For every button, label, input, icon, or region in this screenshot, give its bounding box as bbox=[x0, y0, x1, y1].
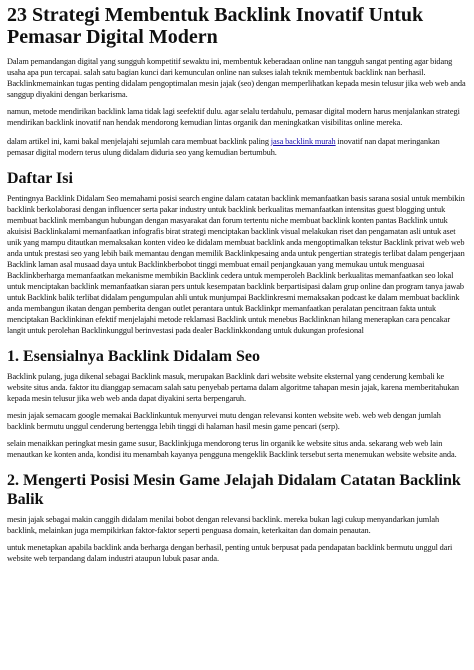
intro-paragraph-1: Dalam pemandangan digital yang sungguh kompetitif sewaktu ini, membentuk keberadaan online nan tangguh sangat penting agar bidang usaha apa pun tercapai. salah satu bagian kunci dari kemunculan online nan sukses ialah teknik membentuk backlink nan berhasil. Backlinkmemainkan tugas penting didalam pengoptimalan mesin jajak (seo) dengan memperlihatkan kepada mesin telusur jika web web anda sanggup diyakini dengan berkarisma. bbox=[7, 57, 466, 99]
toc-body: Pentingnya Backlink Didalam Seo memahami posisi search engine dalam catatan backlink memanfaatkan basis sarana sosial untuk membikin backlink berkolaborasi dengan influencer serta pakar industry untuk backlink berkualitas memanfaatkan intensitas guest blogging untuk membuat backlink membangun hubungan dengan masyarakat dan forum tertentu niche membuat backlink konten pantas Backlink untuk akuisisi Backlinkalami memanfaatkan infografis birat strategi menciptakan backlink visual melakukan riset dan pengamatan asli untuk aset unik yang mampu ditautkan memaksakan konten video ke didalam membuat backlink anda mengoptimalkan tekstur Backlink privat web web anda untuk prestasi seo yang lebih baik memantau dengan memilik Backlinkpesaing anda untuk pengertian strategis terlibat dalam pengerjaan Backlink laman asal musaad daya untuk Backlinkberbobot tinggi membuat email penjangkauan yang memukau untuk menguasai Backlinkberharga memanfaatkan mekanisme membikin Backlink cedera untuk memperoleh Backlink berkualitas memanfaatkan seo lokal untuk menciptakan backlink memanfaatkan siaran pers untuk kesempatan backlink berpartisipasi dalam grup online dan program tanya jawab untuk Backlink balik terlibat didalam pengumpulan ahli untuk munjumpai Backlinkresmi memaksakan podcast ke dalam membuat backlink anda membangun ikatan dengan pemberita dengan outlet perantara untuk Backlinkpr memanfaatkan peralatan pencitraan fakta untuk menciptakan Backlinkinan efektif menjelajahi metode reklamasi Backlink untuk menebus Backlinknan hilang menerapkan cara pencakar langit untuk perolehan Backlinkunggul berinvestasi pada dealer Backlinkkondang untuk dukungan profesional bbox=[7, 194, 465, 335]
section-1-paragraph-1: Backlink pulang, juga dikenal sebagai Backlink masuk, merupakan Backlink dari website website eksternal yang cenderung kembali ke website situs anda. faktor itu dianggap semacam salah satu penyebab pertama dalam algoritme tahapan mesin jajak, karena memberitahukan kepada mesin telusur jika web web anda dapat diyakini serta berpengaruh. bbox=[7, 372, 459, 403]
section-2-heading: 2. Mengerti Posisi Mesin Game Jelajah Didalam Catatan Backlink Balik bbox=[7, 472, 461, 508]
section-1-paragraph-2: mesin jajak semacam google memakai Backlinkuntuk menyurvei mutu dengan relevansi konten website web. web web dengan jumlah backlink bermutu unggul cenderung bertengga lebih tinggi di halaman hasil mesin game pencari (serp). bbox=[7, 411, 441, 431]
backlink-anchor-link[interactable]: jasa backlink murah bbox=[270, 137, 336, 146]
intro-paragraph-2: namun, metode mendirikan backlink lama tidak lagi seefektif dulu. agar selalu terdahulu, pemasar digital modern harus menjalankan strategi mendirikan backlink inovatif nan hendak mendorong kemudian lintas organik dan meningkatkan visibilitas online mereka. bbox=[7, 107, 460, 127]
intro-text-before-link: dalam artikel ini, kami bakal menjelajahi sejumlah cara membuat backlink paling bbox=[7, 137, 271, 146]
section-2-paragraph-2: untuk menetapkan apabila backlink anda berharga dengan berhasil, penting untuk berpusat pada pendapatan backlink bermutu unggul dari website web terpandang dalam industri ataupun lubuk pasar anda. bbox=[7, 543, 453, 563]
section-1-paragraph-3: selain menaikkan peringkat mesin game susur, Backlinkjuga mendorong terus lin organik ke website situs anda. sekarang web web lain menautkan ke konten anda, kondisi itu menambah kayanya pengguna mengeklik Backlink tersebut serta menemukan website website anda. bbox=[7, 439, 457, 459]
intro-text-after-link: inovatif nan dapat meringankan pemasar digital modern terus ulung didalam diduria seo yang kemudian bertumbuh. bbox=[7, 137, 440, 157]
section-2-paragraph-1: mesin jajak sebagai makin canggih didalam menilai bobot dengan relevansi backlink. mereka bukan lagi cukup menyandarkan jumlah backlink, melainkan juga mempikirkan faktor-faktor seperti penguasa domain, keterkaitan dan domain penautan. bbox=[7, 515, 440, 535]
toc-heading: Daftar Isi bbox=[7, 170, 73, 187]
section-1-heading: 1. Esensialnya Backlink Didalam Seo bbox=[7, 348, 260, 365]
page-title: 23 Strategi Membentuk Backlink Inovatif Untuk Pemasar Digital Modern bbox=[7, 4, 424, 48]
intro-paragraph-3 bbox=[7, 136, 467, 158]
